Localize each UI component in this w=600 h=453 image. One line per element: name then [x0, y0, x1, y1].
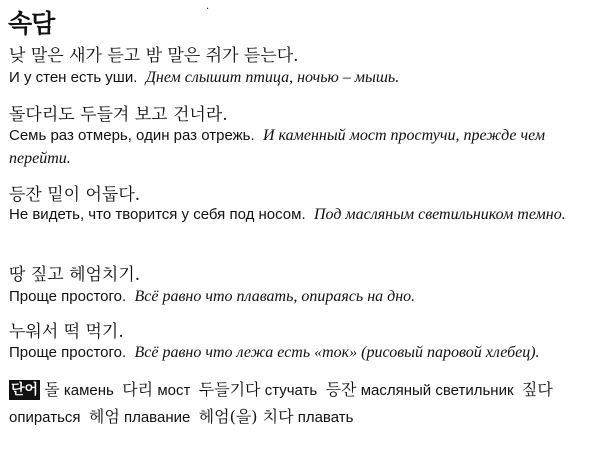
proverb-2-korean: 돌다리도 두들겨 보고 건너라. [9, 105, 228, 125]
stray-dot: · [206, 4, 210, 15]
vocab-russian: плавание [123, 409, 191, 426]
vocab-russian: опираться [9, 409, 81, 426]
vocab-russian: камень [63, 382, 114, 399]
proverb-4-korean: 땅 짚고 헤엄치기. [9, 265, 141, 285]
page-title: 속담 [8, 9, 55, 38]
proverb-5-literal: Всё равно что лежа есть «ток» (рисовый паровой хлебец). [134, 344, 540, 361]
proverb-1-korean: 낮 말은 새가 듣고 밤 말은 쥐가 듣는다. [9, 46, 299, 66]
proverb-4-russian: Проще простого. [9, 288, 127, 305]
vocab-korean: 다리 [122, 380, 154, 399]
proverb-5-translation [9, 341, 593, 364]
vocab-russian: стучать [264, 382, 318, 399]
proverb-3-korean: 등잔 밑이 어둡다. [9, 185, 141, 205]
vocab-korean: 등잔 [325, 380, 357, 399]
proverb-1-translation [9, 66, 593, 89]
proverb-3-translation [9, 203, 593, 226]
proverb-2-literal: И каменный мост простучи, прежде чем перейти. [9, 127, 546, 167]
vocab-korean: 돌 [44, 380, 60, 399]
proverb-5-russian: Проще простого. [9, 344, 127, 361]
proverb-4-translation [9, 285, 593, 308]
vocab-russian: мост [157, 382, 191, 399]
vocab-korean: 두들기다 [198, 380, 261, 399]
vocabulary-badge: 단어 [11, 382, 39, 398]
proverb-1-literal: Днем слышит птица, ночью – мышь. [145, 69, 400, 86]
vocabulary-block [9, 377, 593, 431]
vocab-korean: 헤엄(을) 치다 [198, 407, 294, 426]
proverb-3-literal: Под масляным светильником темно. [313, 206, 566, 223]
vocab-korean: 짚다 [521, 380, 553, 399]
proverb-2-russian: Семь раз отмерь, один раз отрежь. [9, 127, 255, 144]
proverb-3-russian: Не видеть, что творится у себя под носом. [9, 206, 306, 223]
proverb-1-russian: И у стен есть уши. [9, 69, 138, 86]
vocab-korean: 헤엄 [88, 407, 120, 426]
proverb-4-literal: Всё равно что плавать, опираясь на дно. [134, 288, 416, 305]
proverb-5-korean: 누워서 떡 먹기. [9, 322, 124, 342]
proverb-2-translation [9, 124, 593, 170]
vocab-russian: масляный светильник [360, 382, 514, 399]
vocab-russian: плавать [297, 409, 354, 426]
